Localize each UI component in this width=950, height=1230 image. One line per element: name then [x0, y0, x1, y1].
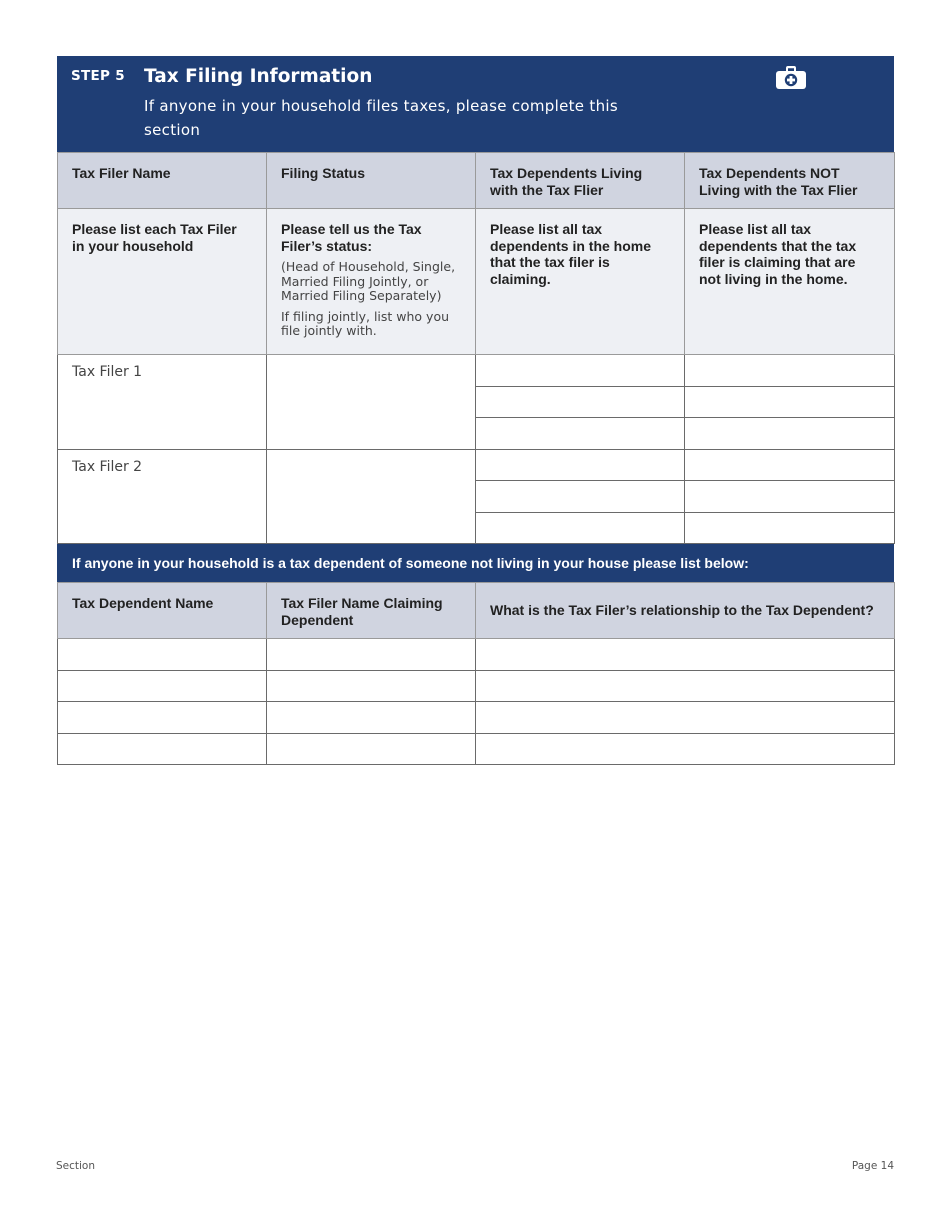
table-header-row: [58, 153, 895, 209]
tax-filer-2-status-field[interactable]: [267, 449, 476, 544]
table-header-row: [58, 583, 895, 639]
dependent-not-living-field[interactable]: [685, 481, 895, 513]
table-row: [58, 355, 895, 387]
column-header: Tax Dependents NOT Living with the Tax Flier: [685, 153, 895, 209]
dependents-table: [57, 582, 895, 765]
column-header: Tax Filer Name Claiming Dependent: [267, 583, 476, 639]
instruction-text: Please list each Tax Filer in your household: [72, 221, 237, 254]
tax-filer-1-status-field[interactable]: [267, 355, 476, 450]
table-row: [58, 670, 895, 702]
tax-filing-form: [57, 56, 894, 765]
relationship-field[interactable]: [476, 639, 895, 671]
section-title: Tax Filing Information: [144, 66, 373, 87]
instruction-cell: [58, 209, 267, 355]
instruction-cell: [476, 209, 685, 355]
dependent-name-field[interactable]: [58, 639, 267, 671]
dependent-living-field[interactable]: [476, 449, 685, 481]
dependents-banner: If anyone in your household is a tax dependent of someone not living in your house please list below:: [57, 544, 894, 582]
table-row: [58, 733, 895, 765]
dependent-living-field[interactable]: [476, 355, 685, 387]
instruction-note: (Head of Household, Single, Married Filing Jointly, or Married Filing Separately): [281, 259, 456, 303]
medical-kit-icon: [775, 65, 807, 90]
dependent-not-living-field[interactable]: [685, 355, 895, 387]
relationship-field[interactable]: [476, 733, 895, 765]
column-header: Filing Status: [267, 153, 476, 209]
dependent-name-field[interactable]: [58, 733, 267, 765]
tax-filer-1-name-field[interactable]: Tax Filer 1: [58, 355, 267, 450]
instruction-note: If filing jointly, list who you file jointly with.: [281, 308, 450, 338]
column-header: Tax Dependents Living with the Tax Flier: [476, 153, 685, 209]
claiming-filer-field[interactable]: [267, 702, 476, 734]
table-row: [58, 702, 895, 734]
instruction-text: Please list all tax dependents that the tax filer is claiming that are not living in the home.: [699, 221, 857, 287]
page-number: Page 14: [851, 1160, 894, 1172]
dependent-living-field[interactable]: [476, 386, 685, 418]
claiming-filer-field[interactable]: [267, 733, 476, 765]
section-subtitle: If anyone in your household files taxes, please complete this section: [144, 97, 618, 139]
relationship-field[interactable]: [476, 670, 895, 702]
column-header: What is the Tax Filer’s relationship to the Tax Dependent?: [476, 583, 895, 639]
tax-filer-2-name-field[interactable]: Tax Filer 2: [58, 449, 267, 544]
dependent-name-field[interactable]: [58, 702, 267, 734]
column-header: Tax Dependent Name: [58, 583, 267, 639]
dependent-not-living-field[interactable]: [685, 512, 895, 544]
dependent-living-field[interactable]: [476, 418, 685, 450]
step-label: STEP 5: [71, 68, 125, 84]
footer-section-label: Section: [56, 1160, 96, 1172]
claiming-filer-field[interactable]: [267, 670, 476, 702]
instructions-row: [58, 209, 895, 355]
table-row: [58, 449, 895, 481]
instruction-text: Please tell us the Tax Filer’s status:: [281, 221, 422, 254]
instruction-cell: [685, 209, 895, 355]
tax-filer-table: [57, 152, 895, 544]
dependent-not-living-field[interactable]: [685, 386, 895, 418]
table-row: [58, 639, 895, 671]
claiming-filer-field[interactable]: [267, 639, 476, 671]
section-banner: [57, 56, 894, 152]
instruction-cell: [267, 209, 476, 355]
instruction-text: Please list all tax dependents in the home that the tax filer is claiming.: [490, 221, 652, 287]
relationship-field[interactable]: [476, 702, 895, 734]
dependent-not-living-field[interactable]: [685, 418, 895, 450]
dependent-living-field[interactable]: [476, 481, 685, 513]
column-header: Tax Filer Name: [58, 153, 267, 209]
dependent-not-living-field[interactable]: [685, 449, 895, 481]
dependent-living-field[interactable]: [476, 512, 685, 544]
dependent-name-field[interactable]: [58, 670, 267, 702]
